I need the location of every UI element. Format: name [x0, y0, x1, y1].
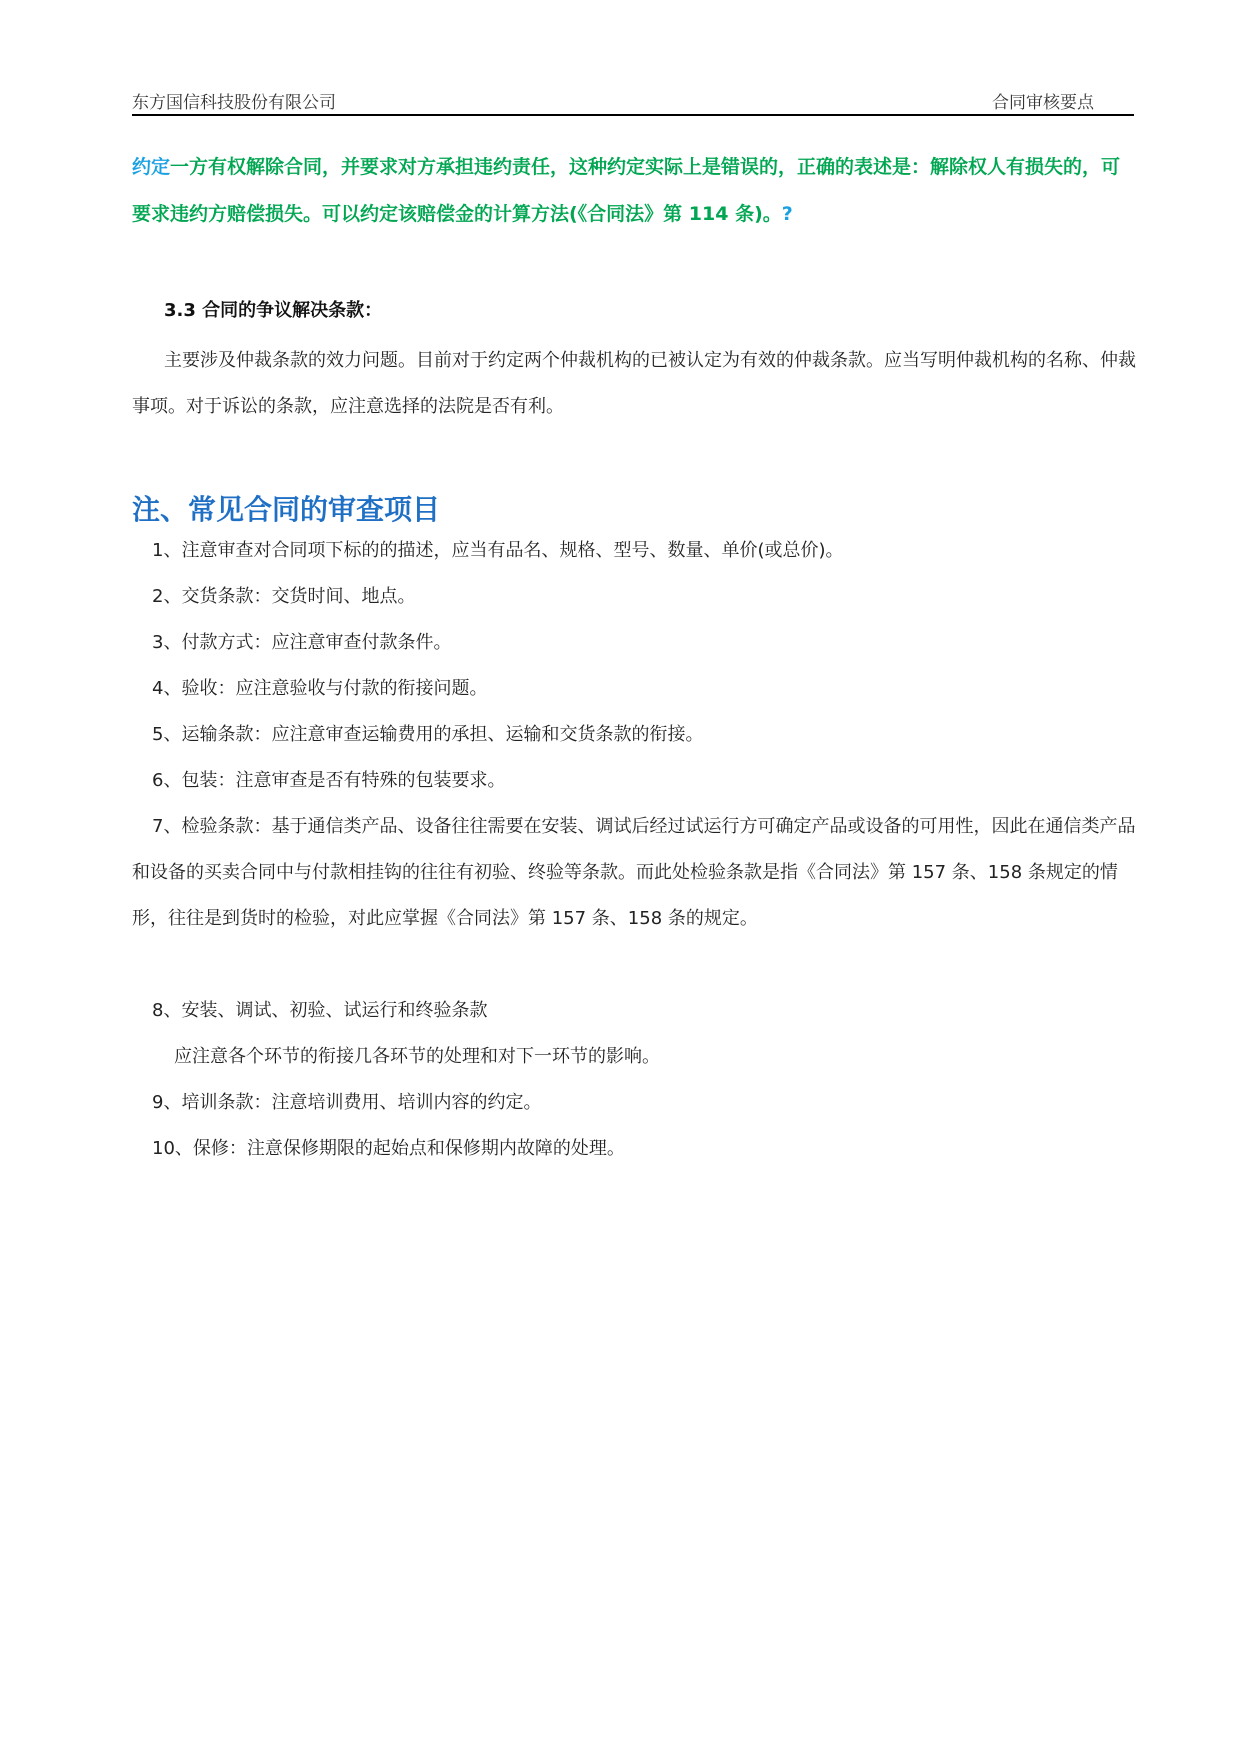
review-item-3: 3、付款方式：应注意审查付款条件。	[152, 632, 452, 653]
header-document-title: 合同审核要点	[992, 93, 1094, 113]
review-item-1: 1、注意审查对合同项下标的的描述，应当有品名、规格、型号、数量、单价(或总价)。	[152, 540, 844, 561]
note-prefix: 约定	[132, 156, 171, 178]
review-item-4: 4、验收：应注意验收与付款的衔接问题。	[152, 678, 488, 699]
review-item-8: 8、安装、调试、初验、试运行和终验条款	[152, 1000, 488, 1021]
page-header	[132, 88, 1134, 116]
section-3-3-paragraph: 主要涉及仲裁条款的效力问题。目前对于约定两个仲裁机构的已被认定为有效的仲裁条款。应当写明仲裁机构的名称、仲裁事项。对于诉讼的条款，应注意选择的法院是否有利。	[132, 350, 1136, 417]
review-item-10: 10、保修：注意保修期限的起始点和保修期内故障的处理。	[152, 1138, 625, 1159]
header-company-name: 东方国信科技股份有限公司	[132, 93, 336, 113]
review-item-2: 2、交货条款：交货时间、地点。	[152, 586, 416, 607]
review-section-heading: 注、常见合同的审查项目	[132, 493, 441, 526]
section-3-3-heading: 3.3 合同的争议解决条款：	[164, 300, 383, 321]
review-item-6: 6、包装：注意审查是否有特殊的包装要求。	[152, 770, 506, 791]
highlighted-note	[132, 144, 1136, 238]
review-item-7: 7、检验条款：基于通信类产品、设备往往需要在安装、调试后经过试运行方可确定产品或设备的可用性，因此在通信类产品和设备的买卖合同中与付款相挂钩的往往有初验、终验等条款。而此处检验条款是指《合同法》第 157 条、158 条规定的情形，往往是到货时的检验，对此应掌握《合同法》第 157 条、158 条的规定。	[132, 816, 1136, 929]
review-item-5: 5、运输条款：应注意审查运输费用的承担、运输和交货条款的衔接。	[152, 724, 704, 745]
note-suffix: ?	[781, 203, 793, 225]
review-item-9: 9、培训条款：注意培训费用、培训内容的约定。	[152, 1092, 542, 1113]
note-body: 一方有权解除合同，并要求对方承担违约责任，这种约定实际上是错误的，正确的表述是：解除权人有损失的，可要求违约方赔偿损失。可以约定该赔偿金的计算方法(《合同法》第 114 条)。	[132, 156, 1121, 225]
review-item-8-detail: 应注意各个环节的衔接几各环节的处理和对下一环节的影响。	[174, 1046, 660, 1067]
